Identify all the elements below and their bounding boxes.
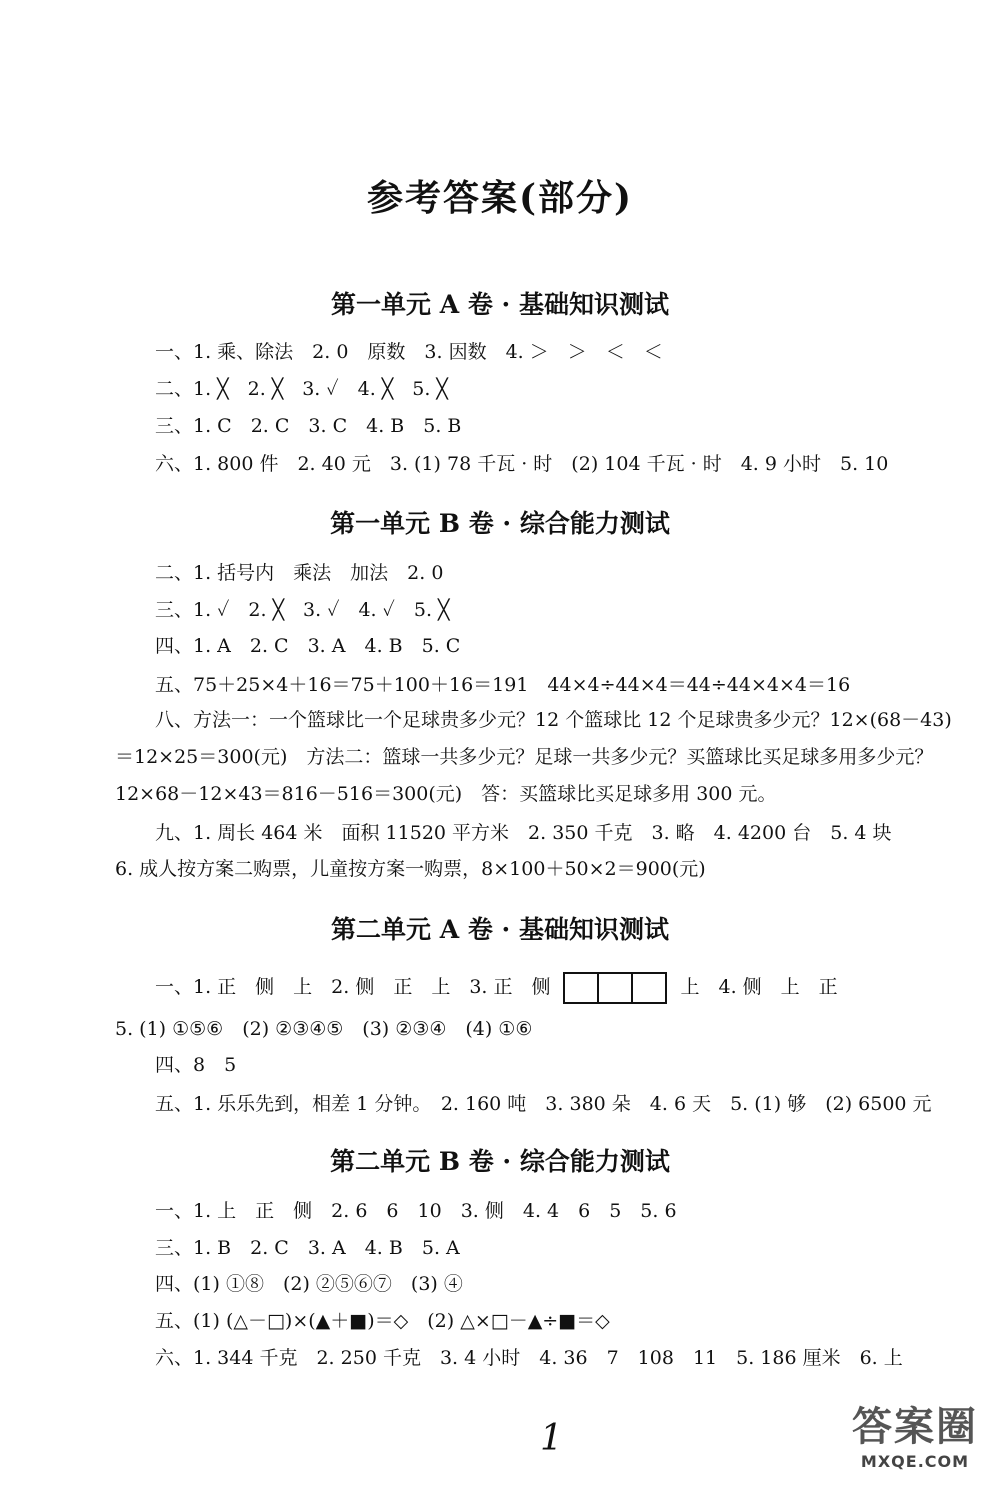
page-number: 1 bbox=[540, 1418, 563, 1459]
answer-line: 一、1. 上 正 侧 2. 6 6 10 3. 侧 4. 4 6 5 5. 6 bbox=[155, 1200, 677, 1222]
answer-line: 5. (1) ①⑤⑥ (2) ②③④⑤ (3) ②③④ (4) ①⑥ bbox=[115, 1018, 533, 1040]
answer-line: 五、1. 乐乐先到，相差 1 分钟。 2. 160 吨 3. 380 朵 4. 6 天 5. (1) 够 (2) 6500 元 bbox=[155, 1093, 932, 1115]
answer-line: 六、1. 344 千克 2. 250 千克 3. 4 小时 4. 36 7 108 11 5. 186 厘米 6. 上 bbox=[155, 1347, 903, 1369]
section-heading-unit1-a: 第一单元 A 卷 · 基础知识测试 bbox=[331, 290, 669, 319]
answer-line: 一、1. 乘、除法 2. 0 原数 3. 因数 4. ＞ ＞ ＜ ＜ bbox=[155, 341, 663, 363]
answer-line: 四、8 5 bbox=[155, 1054, 237, 1076]
three-box-diagram bbox=[565, 972, 667, 1004]
watermark-url: MXQE.COM bbox=[860, 1452, 970, 1471]
answer-line: 三、1. B 2. C 3. A 4. B 5. A bbox=[155, 1237, 460, 1259]
answer-line: 六、1. 800 件 2. 40 元 3. (1) 78 千瓦 · 时 (2) 104 千瓦 · 时 4. 9 小时 5. 10 bbox=[155, 453, 889, 475]
answer-line: 五、75＋25×4＋16＝75＋100＋16＝191 44×4÷44×4＝44÷44×4×4＝16 bbox=[155, 674, 851, 696]
watermark-logo-text: 答案圈 bbox=[852, 1404, 978, 1450]
answer-text: 一、1. 正 侧 上 2. 侧 正 上 3. 正 侧 bbox=[155, 976, 551, 998]
answer-line: 四、1. A 2. C 3. A 4. B 5. C bbox=[155, 635, 461, 657]
page-title: 参考答案(部分) bbox=[366, 177, 634, 219]
watermark-logo bbox=[840, 1395, 990, 1471]
answer-line: 三、1. ✓ 2. ╳ 3. ✓ 4. ✓ 5. ╳ bbox=[155, 599, 450, 621]
answer-line: 四、(1) ①⑧ (2) ②⑤⑥⑦ (3) ④ bbox=[155, 1273, 463, 1295]
answer-line: 九、1. 周长 464 米 面积 11520 平方米 2. 350 千克 3. 略 4. 4200 台 5. 4 块 bbox=[155, 822, 892, 844]
answer-line: 二、1. 括号内 乘法 加法 2. 0 bbox=[155, 562, 444, 584]
answer-text: 上 4. 侧 上 正 bbox=[680, 976, 838, 998]
section-heading-unit1-b: 第一单元 B 卷 · 综合能力测试 bbox=[330, 509, 670, 538]
answer-paragraph: 八、方法一：一个篮球比一个足球贵多少元？12 个篮球比 12 个足球贵多少元？12×(68－43)＝12×25＝300(元) 方法二：篮球一共多少元？足球一共多少元？买篮球比买足球多用多少元？12×68－12×43＝816－516＝300(元) 答：买篮球比买足球多用 300 元。 bbox=[115, 709, 952, 805]
answer-line: 三、1. C 2. C 3. C 4. B 5. B bbox=[155, 415, 462, 437]
answer-line bbox=[155, 972, 838, 1004]
section-heading-unit2-b: 第二单元 B 卷 · 综合能力测试 bbox=[330, 1147, 670, 1176]
answer-line: 6. 成人按方案二购票，儿童按方案一购票，8×100＋50×2＝900(元) bbox=[115, 858, 706, 880]
answer-line: 五、(1) (△－□)×(▲＋■)＝◇ (2) △×□－▲÷■＝◇ bbox=[155, 1310, 610, 1332]
section-heading-unit2-a: 第二单元 A 卷 · 基础知识测试 bbox=[331, 915, 669, 944]
answer-line: 二、1. ╳ 2. ╳ 3. ✓ 4. ╳ 5. ╳ bbox=[155, 378, 448, 400]
